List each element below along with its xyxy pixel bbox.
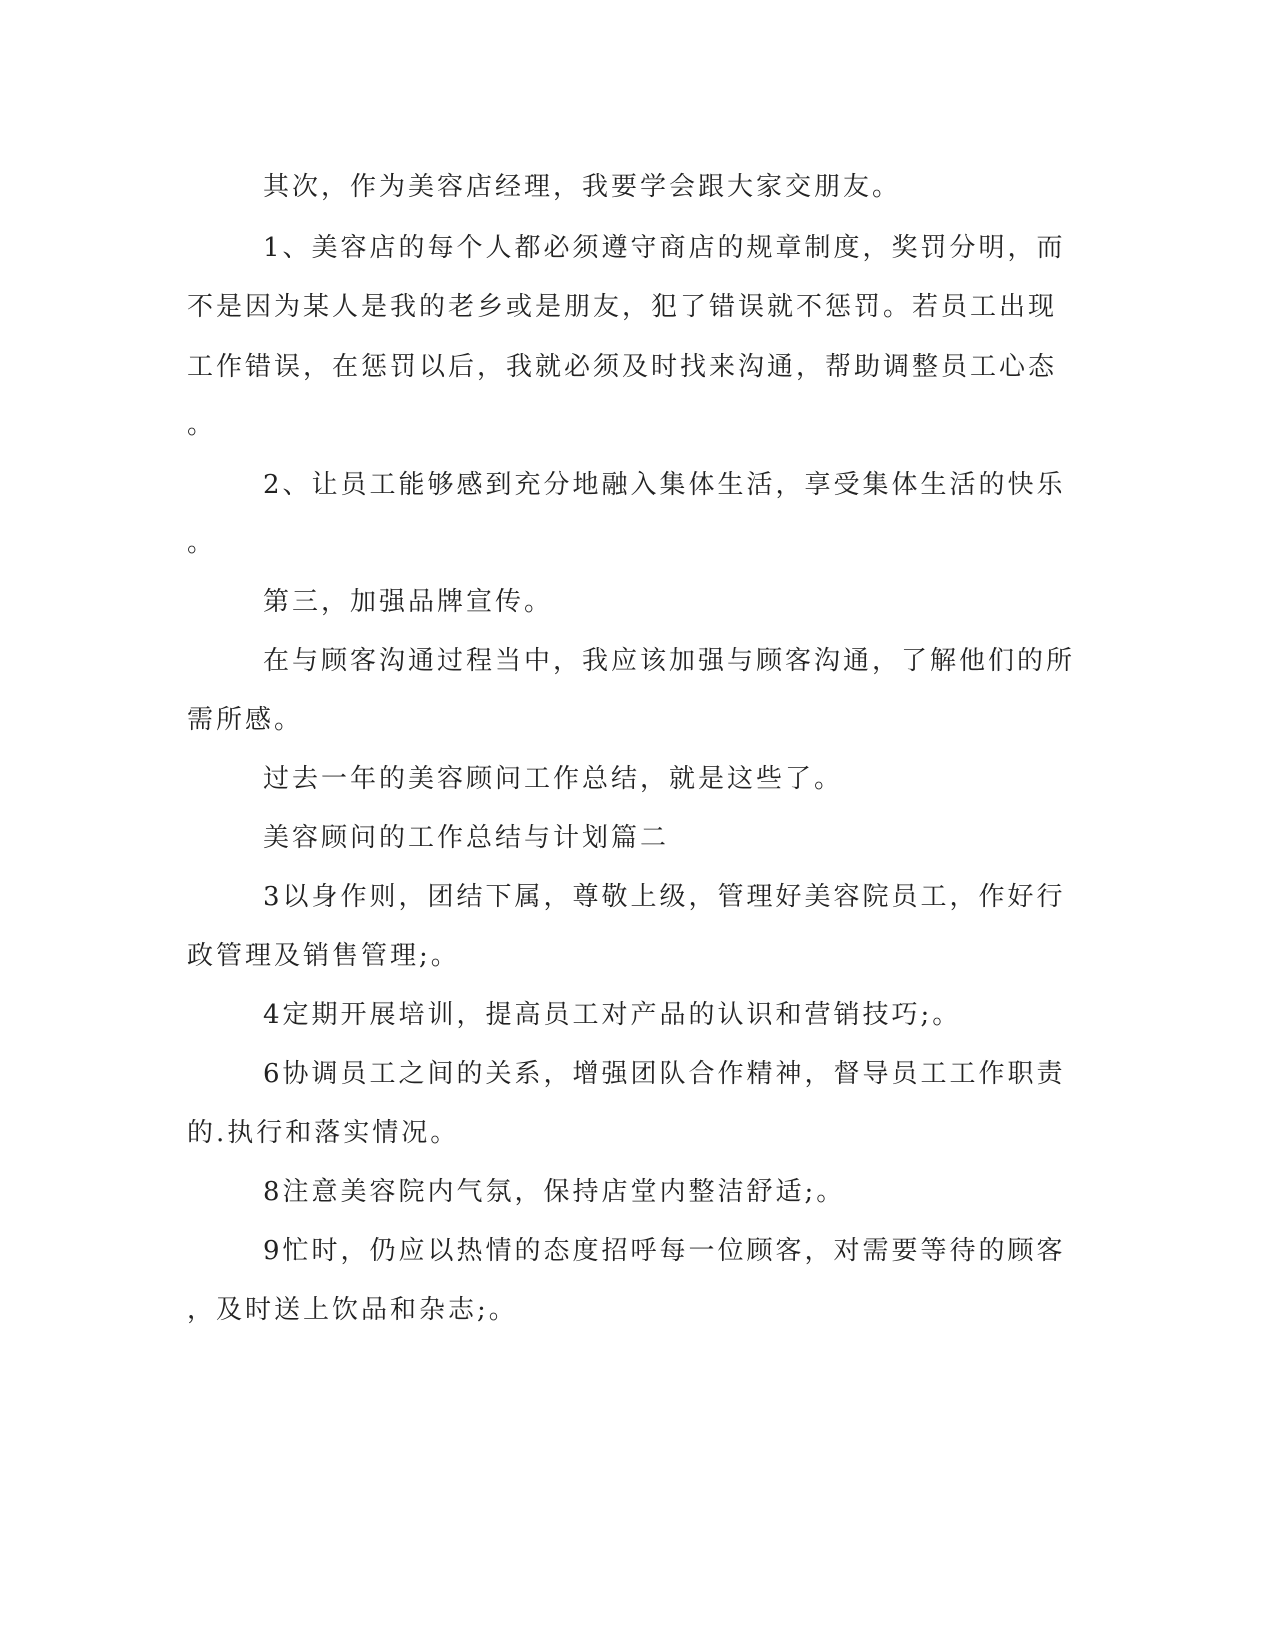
paragraph-line: 3以身作则，团结下属，尊敬上级，管理好美容院员工，作好行 (263, 882, 1066, 912)
paragraph-line: 9忙时，仍应以热情的态度招呼每一位顾客，对需要等待的顾客 (263, 1236, 1066, 1266)
paragraph-line: 政管理及销售管理;。 (187, 941, 460, 971)
paragraph-line: 不是因为某人是我的老乡或是朋友，犯了错误就不惩罚。若员工出现 (187, 292, 1058, 322)
paragraph-line: 2、让员工能够感到充分地融入集体生活，享受集体生活的快乐 (263, 470, 1066, 500)
paragraph-line: 8注意美容院内气氛，保持店堂内整洁舒适;。 (263, 1177, 846, 1207)
paragraph-line: 其次，作为美容店经理，我要学会跟大家交朋友。 (263, 172, 902, 202)
paragraph-line: 。 (187, 410, 217, 440)
paragraph-line: 4定期开展培训，提高员工对产品的认识和营销技巧;。 (263, 1000, 962, 1030)
section-heading: 美容顾问的工作总结与计划篇二 (263, 823, 670, 853)
paragraph-line: 1、美容店的每个人都必须遵守商店的规章制度，奖罚分明，而 (263, 233, 1066, 263)
paragraph-line: 需所感。 (187, 705, 304, 735)
paragraph-line: 在与顾客沟通过程当中，我应该加强与顾客沟通，了解他们的所 (263, 646, 1076, 676)
paragraph-line: ，及时送上饮品和杂志;。 (187, 1295, 518, 1325)
paragraph-line: 工作错误，在惩罚以后，我就必须及时找来沟通，帮助调整员工心态 (187, 352, 1058, 382)
paragraph-line: 6协调员工之间的关系，增强团队合作精神，督导员工工作职责 (263, 1059, 1066, 1089)
paragraph-line: 第三，加强品牌宣传。 (263, 587, 554, 617)
paragraph-line: 。 (187, 528, 217, 558)
paragraph-line: 过去一年的美容顾问工作总结，就是这些了。 (263, 764, 844, 794)
paragraph-line: 的.执行和落实情况。 (187, 1118, 460, 1148)
